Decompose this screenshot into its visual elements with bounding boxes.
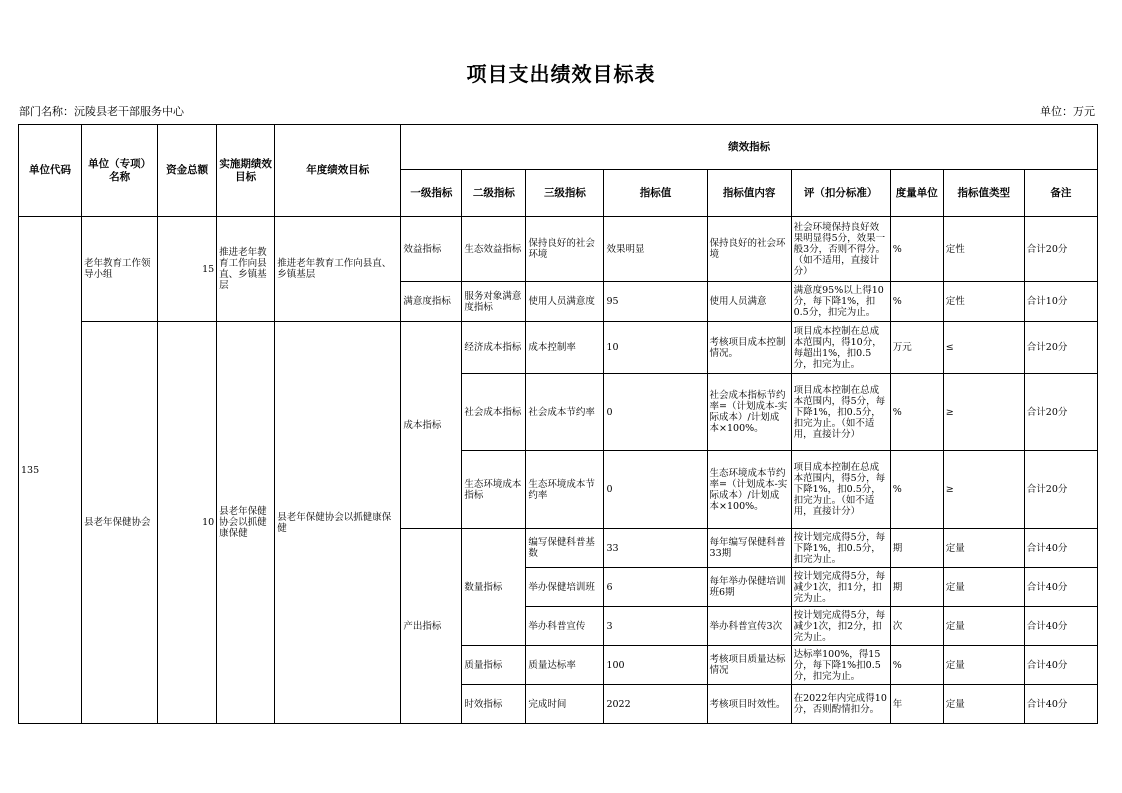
funds-cell: 10: [158, 322, 217, 724]
value-cell: 3: [604, 607, 707, 646]
project-name-cell: 老年教育工作领导小组: [82, 217, 158, 322]
value-cell: 10: [604, 322, 707, 374]
currency-unit: 单位：万元: [1040, 105, 1095, 118]
type-cell: 定量: [943, 568, 1024, 607]
header-project-name: 单位（专项）名称: [82, 125, 158, 217]
score-cell: 项目成本控制在总成本范围内，得5分，每下降1%，扣0.5分，扣完为止。（如不适用，直接计分）: [791, 451, 890, 529]
remark-cell: 合计20分: [1024, 374, 1097, 451]
remark-cell: 合计20分: [1024, 217, 1097, 282]
score-cell: 社会环境保持良好效果明显得5分，效果一般3分，否则不得分。（如不适用，直接计分）: [791, 217, 890, 282]
level3-cell: 举办科普宣传: [526, 607, 604, 646]
content-cell: 每年举办保健培训班6期: [707, 568, 791, 607]
level3-cell: 完成时间: [526, 685, 604, 724]
score-cell: 项目成本控制在总成本范围内，得10分，每超出1%，扣0.5分，扣完为止。: [791, 322, 890, 374]
header-period-goal: 实施期绩效目标: [217, 125, 275, 217]
header-level2: 二级指标: [462, 170, 526, 217]
header-value-content: 指标值内容: [707, 170, 791, 217]
level1-cell: 效益指标: [401, 217, 462, 282]
level2-cell: 生态效益指标: [462, 217, 526, 282]
type-cell: 定量: [943, 685, 1024, 724]
remark-cell: 合计40分: [1024, 568, 1097, 607]
header-level1: 一级指标: [401, 170, 462, 217]
type-cell: 定量: [943, 529, 1024, 568]
period-goal-cell: 推进老年教育工作向县直、乡镇基层: [217, 217, 275, 322]
score-cell: 在2022年内完成得10分，否则酌情扣分。: [791, 685, 890, 724]
content-cell: 使用人员满意: [707, 282, 791, 322]
header-level3: 三级指标: [526, 170, 604, 217]
level2-cell: 社会成本指标: [462, 374, 526, 451]
level3-cell: 生态环境成本节约率: [526, 451, 604, 529]
level1-cell: 成本指标: [401, 322, 462, 529]
level1-cell: 满意度指标: [401, 282, 462, 322]
remark-cell: 合计40分: [1024, 529, 1097, 568]
level3-cell: 举办保健培训班: [526, 568, 604, 607]
level3-cell: 编写保健科普基数: [526, 529, 604, 568]
project-name-cell: 县老年保健协会: [82, 322, 158, 724]
remark-cell: 合计40分: [1024, 607, 1097, 646]
level3-cell: 成本控制率: [526, 322, 604, 374]
unit-cell: 万元: [890, 322, 943, 374]
type-cell: 定性: [943, 217, 1024, 282]
content-cell: 考核项目质量达标情况: [707, 646, 791, 685]
level2-cell: 质量指标: [462, 646, 526, 685]
score-cell: 达标率100%，得15分，每下降1%扣0.5分，扣完为止。: [791, 646, 890, 685]
header-annual-goal: 年度绩效目标: [275, 125, 401, 217]
type-cell: 定量: [943, 607, 1024, 646]
value-cell: 0: [604, 451, 707, 529]
content-cell: 保持良好的社会环境: [707, 217, 791, 282]
type-cell: 定量: [943, 646, 1024, 685]
header-value-type: 指标值类型: [943, 170, 1024, 217]
content-cell: 考核项目成本控制情况。: [707, 322, 791, 374]
score-cell: 按计划完成得5分，每下降1%，扣0.5分，扣完为止。: [791, 529, 890, 568]
remark-cell: 合计20分: [1024, 322, 1097, 374]
score-cell: 项目成本控制在总成本范围内，得5分，每下降1%，扣0.5分，扣完为止。（如不适用，直接计分）: [791, 374, 890, 451]
value-cell: 33: [604, 529, 707, 568]
header-remark: 备注: [1024, 170, 1097, 217]
level2-cell: 时效指标: [462, 685, 526, 724]
unit-cell: %: [890, 374, 943, 451]
level2-cell: 生态环境成本指标: [462, 451, 526, 529]
header-performance: 绩效指标: [401, 125, 1098, 170]
content-cell: 社会成本指标节约率=（计划成本-实际成本）/计划成本×100%。: [707, 374, 791, 451]
content-cell: 生态环境成本节约率=（计划成本-实际成本）/计划成本×100%。: [707, 451, 791, 529]
unit-cell: %: [890, 451, 943, 529]
table-row: [19, 217, 1098, 282]
type-cell: ≤: [943, 322, 1024, 374]
performance-target-table: [18, 124, 1098, 724]
unit-cell: 期: [890, 529, 943, 568]
remark-cell: 合计10分: [1024, 282, 1097, 322]
unit-code-cell: 135: [19, 217, 82, 724]
content-cell: 考核项目时效性。: [707, 685, 791, 724]
remark-cell: 合计20分: [1024, 451, 1097, 529]
level3-cell: 保持良好的社会环境: [526, 217, 604, 282]
department-name: 部门名称：沅陵县老干部服务中心: [19, 105, 184, 118]
value-cell: 效果明显: [604, 217, 707, 282]
header-unit-code: 单位代码: [19, 125, 82, 217]
funds-cell: 15: [158, 217, 217, 322]
header-scoring: 评（扣分标准）: [791, 170, 890, 217]
level1-cell: 产出指标: [401, 529, 462, 724]
period-goal-cell: 县老年保健协会以抓健康保健: [217, 322, 275, 724]
type-cell: ≥: [943, 451, 1024, 529]
level3-cell: 社会成本节约率: [526, 374, 604, 451]
remark-cell: 合计40分: [1024, 685, 1097, 724]
value-cell: 0: [604, 374, 707, 451]
content-cell: 举办科普宣传3次: [707, 607, 791, 646]
header-measure-unit: 度量单位: [890, 170, 943, 217]
unit-cell: %: [890, 282, 943, 322]
score-cell: 按计划完成得5分，每减少1次，扣2分，扣完为止。: [791, 607, 890, 646]
header-value: 指标值: [604, 170, 707, 217]
level3-cell: 质量达标率: [526, 646, 604, 685]
unit-cell: 次: [890, 607, 943, 646]
value-cell: 6: [604, 568, 707, 607]
header-total-funds: 资金总额: [158, 125, 217, 217]
type-cell: 定性: [943, 282, 1024, 322]
level3-cell: 使用人员满意度: [526, 282, 604, 322]
unit-cell: 期: [890, 568, 943, 607]
remark-cell: 合计40分: [1024, 646, 1097, 685]
level2-cell: 服务对象满意度指标: [462, 282, 526, 322]
unit-cell: 年: [890, 685, 943, 724]
value-cell: 95: [604, 282, 707, 322]
value-cell: 100: [604, 646, 707, 685]
annual-goal-cell: 县老年保健协会以抓健康保健: [275, 322, 401, 724]
unit-cell: %: [890, 217, 943, 282]
level2-cell: 数量指标: [462, 529, 526, 646]
type-cell: ≥: [943, 374, 1024, 451]
score-cell: 按计划完成得5分，每减少1次，扣1分，扣完为止。: [791, 568, 890, 607]
unit-cell: %: [890, 646, 943, 685]
score-cell: 满意度95%以上得10分，每下降1%，扣0.5分，扣完为止。: [791, 282, 890, 322]
page-title: 项目支出绩效目标表: [466, 62, 656, 86]
content-cell: 每年编写保健科普 33期: [707, 529, 791, 568]
value-cell: 2022: [604, 685, 707, 724]
table-row: [19, 322, 1098, 374]
level2-cell: 经济成本指标: [462, 322, 526, 374]
annual-goal-cell: 推进老年教育工作向县直、乡镇基层: [275, 217, 401, 322]
